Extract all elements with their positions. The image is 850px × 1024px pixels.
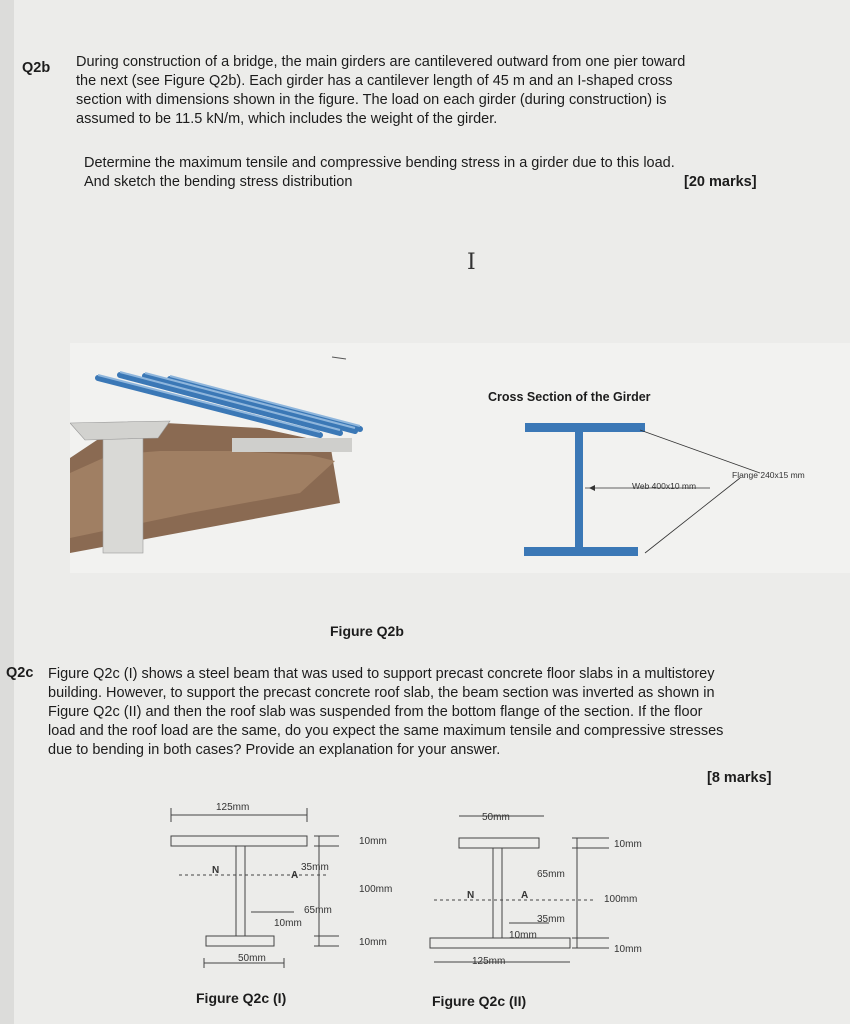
text-line: section with dimensions shown in the figure. The load on each girder (during construction) is bbox=[76, 92, 667, 108]
document-page bbox=[6, 0, 850, 1024]
neutral-axis-n-label: N bbox=[212, 865, 220, 876]
text-cursor-icon: I bbox=[467, 250, 476, 275]
figure-q2b-caption: Figure Q2b bbox=[330, 623, 404, 639]
dimension-label: 10mm bbox=[614, 839, 642, 850]
dimension-label: 125mm bbox=[472, 956, 506, 967]
dimension-label: 65mm bbox=[537, 869, 565, 880]
text-line: assumed to be 11.5 kN/m, which includes the weight of the girder. bbox=[76, 111, 498, 127]
dimension-label: 10mm bbox=[614, 944, 642, 955]
figure-q2c bbox=[154, 800, 654, 980]
bridge-illustration bbox=[70, 357, 360, 553]
dimension-label: 50mm bbox=[238, 953, 266, 964]
bottom-flange bbox=[524, 547, 638, 556]
dimension-label: 50mm bbox=[482, 812, 510, 823]
text-line: Figure Q2c (I) shows a steel beam that was used to support precast concrete floor slabs in a multistorey bbox=[48, 666, 715, 682]
q2b-marks: [20 marks] bbox=[684, 174, 757, 190]
dimension-label: 35mm bbox=[301, 862, 329, 873]
question-q2c-text bbox=[48, 665, 848, 760]
dimension-label: 10mm bbox=[359, 937, 387, 948]
dimension-label: 10mm bbox=[274, 918, 302, 929]
text-line: the next (see Figure Q2b). Each girder has a cantilever length of 45 m and an I-shaped cross bbox=[76, 73, 673, 89]
flange-leader-line bbox=[640, 430, 760, 473]
web bbox=[575, 432, 583, 547]
dimension-label: 100mm bbox=[604, 894, 638, 905]
dimension-label: 65mm bbox=[304, 905, 332, 916]
text-line: load and the roof load are the same, do you expect the same maximum tensile and compressive stresses bbox=[48, 723, 724, 739]
text-line: During construction of a bridge, the main girders are cantilevered outward from one pier toward bbox=[76, 54, 686, 70]
cross-section-title: Cross Section of the Girder bbox=[488, 390, 651, 404]
question-q2c-label: Q2c bbox=[6, 665, 34, 681]
figure-q2c-graphics bbox=[154, 800, 654, 980]
dimension-label: 10mm bbox=[509, 930, 537, 941]
neutral-axis-a-label: A bbox=[291, 870, 299, 881]
question-q2b-text bbox=[76, 53, 846, 129]
figure-q2b-graphics bbox=[70, 343, 850, 573]
figure-q2c-1-caption: Figure Q2c (I) bbox=[196, 990, 287, 1006]
dimension-label: 35mm bbox=[537, 914, 565, 925]
q2c-marks: [8 marks] bbox=[707, 770, 772, 786]
text-line: due to bending in both cases? Provide an explanation for your answer. bbox=[48, 742, 501, 758]
web-label: Web 400x10 mm bbox=[632, 481, 697, 491]
question-q2b-task bbox=[84, 154, 784, 192]
neutral-axis-n-label: N bbox=[467, 890, 475, 901]
dimension-label: 10mm bbox=[359, 836, 387, 847]
figure-q2b bbox=[70, 343, 850, 573]
figure-q2c-2-caption: Figure Q2c (II) bbox=[432, 993, 527, 1009]
text-line: And sketch the bending stress distribution bbox=[84, 174, 353, 190]
dimension-label: 125mm bbox=[216, 802, 250, 813]
question-q2b-label: Q2b bbox=[22, 60, 51, 76]
arrow-icon bbox=[589, 485, 595, 491]
dimension-label: 100mm bbox=[359, 884, 393, 895]
flange-label: Flange 240x15 mm bbox=[732, 470, 805, 480]
neutral-axis-a-label: A bbox=[521, 890, 529, 901]
top-flange bbox=[525, 423, 645, 432]
text-line: Determine the maximum tensile and compressive bending stress in a girder due to this load. bbox=[84, 155, 675, 171]
text-line: building. However, to support the precast concrete roof slab, the beam section was inverted as shown in bbox=[48, 685, 715, 701]
text-line: Figure Q2c (II) and then the roof slab was suspended from the bottom flange of the section. If the floor bbox=[48, 704, 703, 720]
figure-q2c-1-section bbox=[171, 808, 339, 968]
